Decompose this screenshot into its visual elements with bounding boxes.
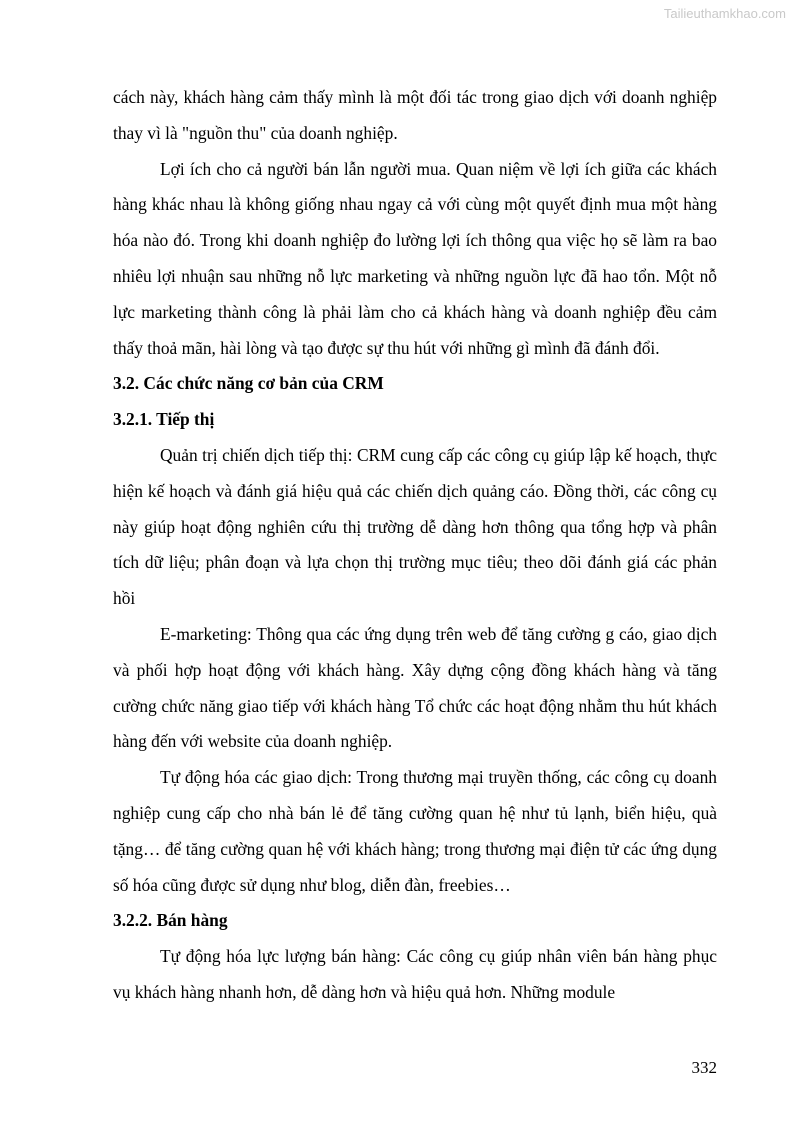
page-content (113, 80, 717, 1011)
paragraph: Tự động hóa lực lượng bán hàng: Các công cụ giúp nhân viên bán hàng phục vụ khách hàng nhanh hơn, dễ dàng hơn và hiệu quả hơn. Những module (113, 946, 717, 1002)
page-number: 332 (691, 1058, 717, 1077)
subsection-heading: 3.2.1. Tiếp thị (113, 409, 215, 430)
paragraph: E-marketing: Thông qua các ứng dụng trên web để tăng cường g cáo, giao dịch và phối hợp hoạt động với khách hàng. Xây dựng cộng đồng khách hàng và tăng cường chức năng giao tiếp với khách hàng Tổ chức các hoạt động nhằm thu hút khách hàng đến với website của doanh nghiệp. (113, 623, 717, 752)
paragraph: Lợi ích cho cả người bán lẫn người mua. Quan niệm về lợi ích giữa các khách hàng khác nhau là không giống nhau ngay cả với cùng một quyết định mua một hàng hóa nào đó. Trong khi doanh nghiệp đo lường lợi ích thông qua việc họ sẽ làm ra bao nhiêu lợi nhuận sau những nỗ lực marketing và những nguồn lực đã hao tổn. Một nỗ lực marketing thành công là phải làm cho cả khách hàng và doanh nghiệp đều cảm thấy thoả mãn, hài lòng và tạo được sự thu hút với những gì mình đã đánh đổi. (113, 158, 717, 358)
paragraph: Quản trị chiến dịch tiếp thị: CRM cung cấp các công cụ giúp lập kế hoạch, thực hiện kế hoạch và đánh giá hiệu quả các chiến dịch quảng cáo. Đồng thời, các công cụ này giúp hoạt động nghiên cứu thị trường dễ dàng hơn thông qua tổng hợp và phân tích dữ liệu; phân đoạn và lựa chọn thị trường mục tiêu; theo dõi đánh giá các phản hồi (113, 444, 717, 609)
watermark: Tailieuthamkhao.com (663, 6, 786, 21)
paragraph: Tự động hóa các giao dịch: Trong thương mại truyền thống, các công cụ doanh nghiệp cung cấp cho nhà bán lẻ để tăng cường quan hệ như tủ lạnh, biển hiệu, quà tặng… để tăng cường quan hệ với khách hàng; trong thương mại điện tử các ứng dụng số hóa cũng được sử dụng như blog, diễn đàn, freebies… (113, 767, 717, 895)
paragraph: cách này, khách hàng cảm thấy mình là một đối tác trong giao dịch với doanh nghiệp thay vì là "nguồn thu" của doanh nghiệp. (113, 87, 717, 143)
subsection-heading: 3.2.2. Bán hàng (113, 910, 228, 931)
section-heading: 3.2. Các chức năng cơ bản của CRM (113, 373, 384, 394)
